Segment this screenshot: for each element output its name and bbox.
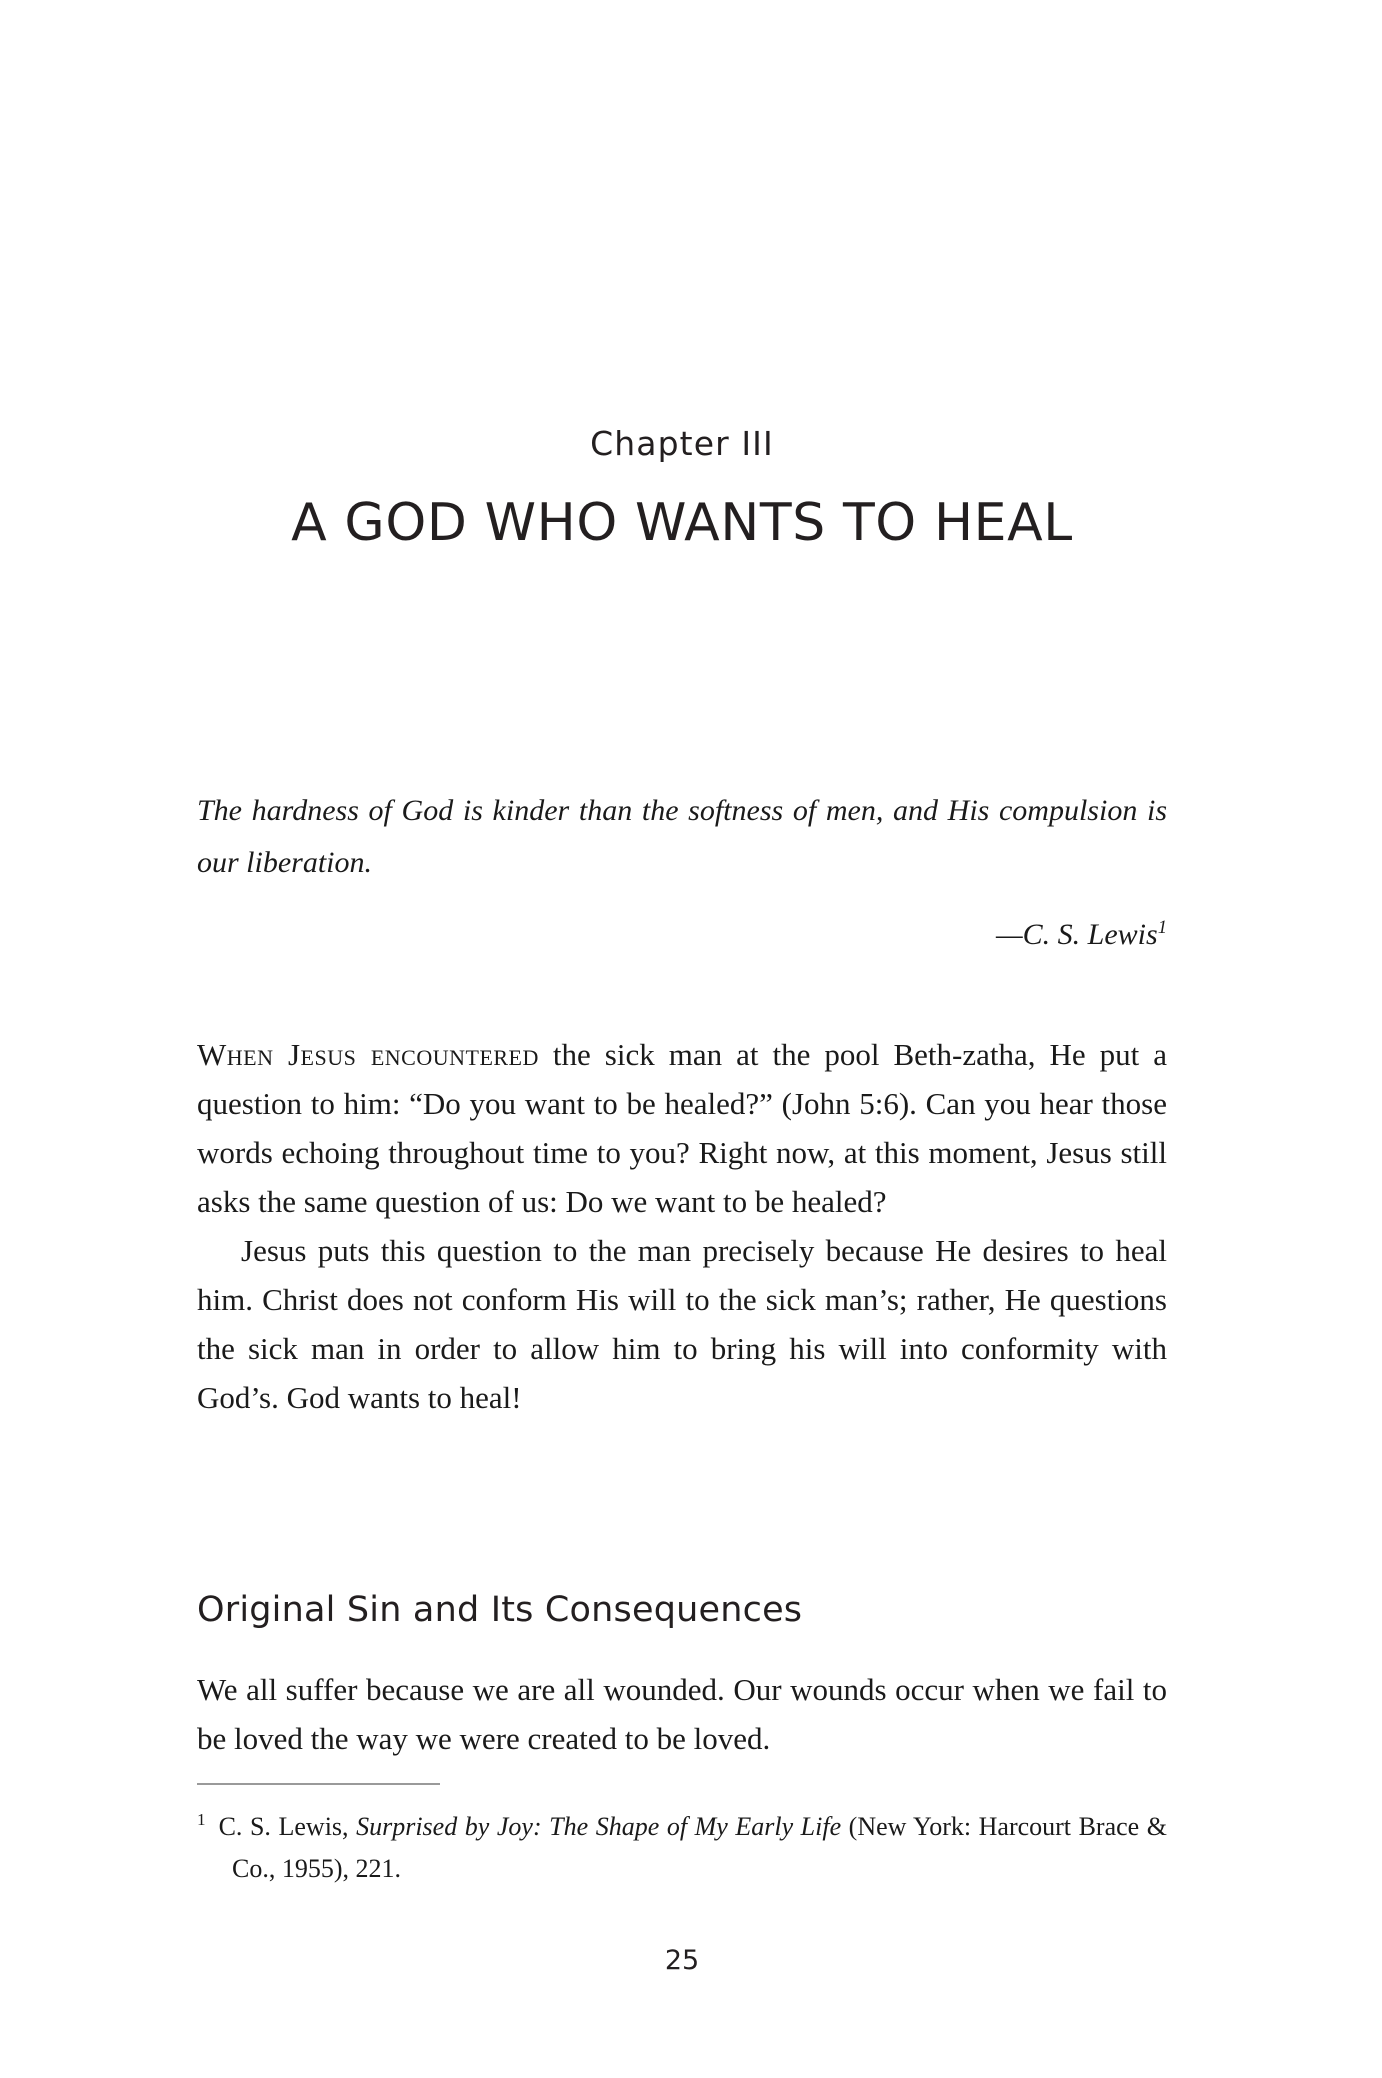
- body-paragraph-2: Jesus puts this question to the man precisely because He desires to heal him. Christ does not conform His will to the sick man’s; rather, He questions the sick man in order to allow him to bring his will into conformity with God’s. God wants to heal!: [197, 1233, 1167, 1415]
- footnote-area: [197, 1783, 1167, 1890]
- chapter-label: Chapter III: [590, 424, 774, 463]
- section-paragraph: We all suffer because we are all wounded. Our wounds occur when we fail to be loved the way we were created to be loved.: [197, 1672, 1167, 1756]
- chapter-heading-group: [197, 425, 1167, 552]
- epigraph-quote: The hardness of God is kinder than the softness of men, and His compulsion is our liberation.: [197, 794, 1167, 879]
- epigraph-footnote-marker[interactable]: 1: [1157, 917, 1167, 938]
- footnote-number: 1: [197, 1810, 206, 1830]
- page-number: 25: [664, 1945, 700, 1976]
- paragraph-lead-smallcaps: When Jesus encountered: [197, 1037, 539, 1072]
- epigraph-block: [197, 785, 1167, 961]
- footnote-separator-rule: [197, 1783, 440, 1785]
- epigraph-attribution-text: —C. S. Lewis: [995, 918, 1158, 951]
- section-body: [197, 1665, 1167, 1763]
- body-paragraph-1: [197, 1030, 1167, 1226]
- section-heading: Original Sin and Its Consequences: [197, 1590, 803, 1630]
- footnote-publication: (New York: Harcourt Brace & Co., 1955), 221.: [232, 1812, 1167, 1883]
- footnote-title: Surprised by Joy: The Shape of My Early Life: [356, 1812, 842, 1841]
- footnote-entry: [197, 1806, 1167, 1890]
- paragraph-1-text: the sick man at the pool Beth-zatha, He put a question to him: “Do you want to be healed?” (John 5:6). Can you hear those words echoing throughout time to you? Right now, at this moment, Jesus still asks the same question of us: Do we want to be healed?: [197, 1037, 1167, 1219]
- footnote-author: C. S. Lewis,: [218, 1812, 357, 1841]
- epigraph-attribution: [197, 889, 1167, 961]
- body-copy: [197, 1030, 1167, 1422]
- chapter-title: A GOD WHO WANTS TO HEAL: [291, 492, 1073, 553]
